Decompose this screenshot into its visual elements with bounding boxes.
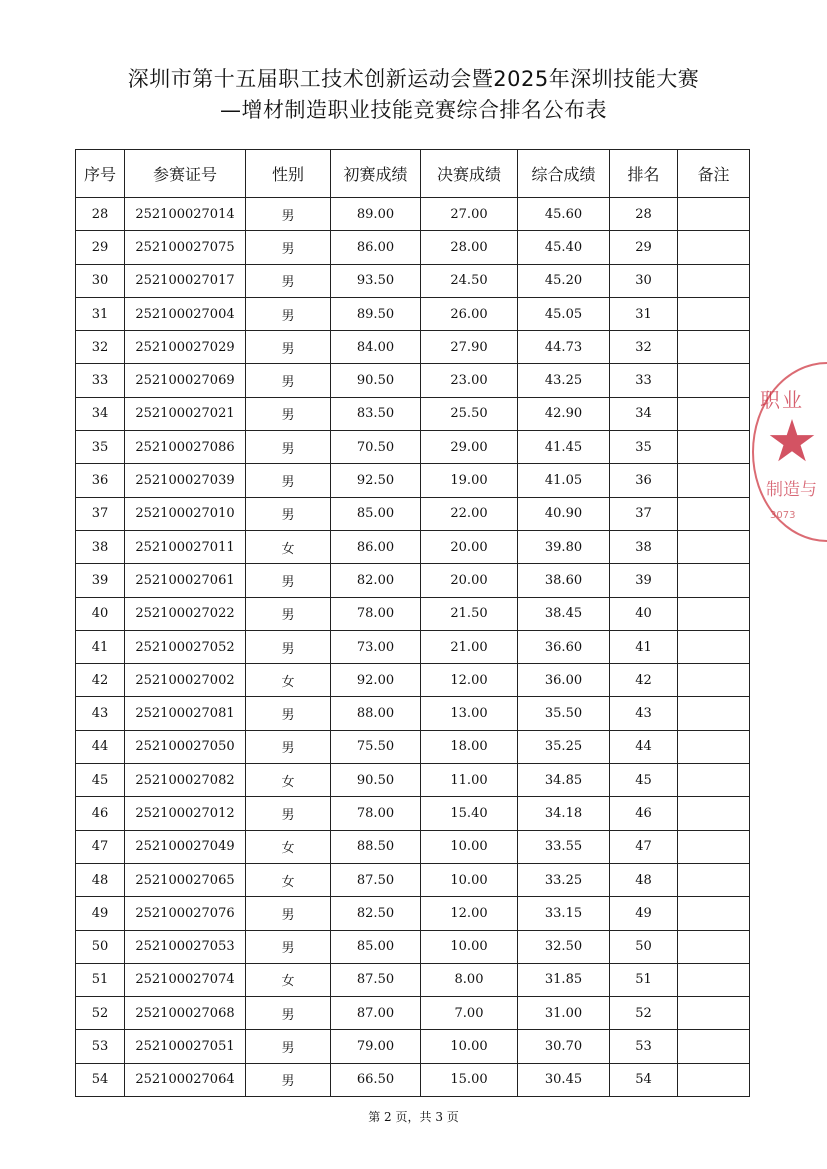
cell-rank: 50 [610,930,678,963]
cell-id: 252100027076 [125,897,246,930]
cell-index: 53 [76,1030,125,1063]
cell-overall: 42.90 [518,397,610,430]
page-number: 第 2 页，共 3 页 [368,1110,459,1124]
cell-gender: 女 [246,963,331,996]
cell-final: 10.00 [421,1030,518,1063]
cell-gender: 男 [246,697,331,730]
cell-overall: 30.70 [518,1030,610,1063]
cell-id: 252100027061 [125,564,246,597]
cell-preliminary: 75.50 [331,730,421,763]
cell-overall: 33.15 [518,897,610,930]
cell-remarks [678,963,750,996]
cell-overall: 41.45 [518,431,610,464]
cell-overall: 45.05 [518,297,610,330]
cell-id: 252100027002 [125,664,246,697]
cell-index: 41 [76,630,125,663]
table-row [76,930,750,963]
table-row [76,431,750,464]
cell-rank: 34 [610,397,678,430]
cell-final: 10.00 [421,930,518,963]
cell-gender: 男 [246,397,331,430]
table-row [76,564,750,597]
cell-gender: 男 [246,497,331,530]
cell-final: 12.00 [421,897,518,930]
cell-gender: 男 [246,431,331,464]
cell-overall: 34.85 [518,764,610,797]
cell-overall: 33.55 [518,830,610,863]
table-row [76,297,750,330]
cell-rank: 47 [610,830,678,863]
cell-preliminary: 85.00 [331,497,421,530]
cell-remarks [678,1063,750,1096]
table-row [76,1063,750,1096]
cell-final: 23.00 [421,364,518,397]
table-row [76,997,750,1030]
cell-id: 252100027004 [125,297,246,330]
cell-overall: 45.20 [518,264,610,297]
cell-preliminary: 82.00 [331,564,421,597]
table-row [76,198,750,231]
cell-index: 38 [76,530,125,563]
cell-final: 10.00 [421,863,518,896]
cell-preliminary: 78.00 [331,797,421,830]
document-title-line2: —增材制造职业技能竞赛综合排名公布表 [220,98,607,122]
cell-index: 35 [76,431,125,464]
cell-final: 19.00 [421,464,518,497]
cell-id: 252100027029 [125,331,246,364]
cell-gender: 男 [246,1030,331,1063]
cell-rank: 49 [610,897,678,930]
cell-remarks [678,231,750,264]
cell-preliminary: 88.50 [331,830,421,863]
cell-remarks [678,697,750,730]
cell-preliminary: 87.50 [331,863,421,896]
cell-final: 26.00 [421,297,518,330]
cell-final: 8.00 [421,963,518,996]
cell-gender: 女 [246,830,331,863]
cell-overall: 36.00 [518,664,610,697]
cell-final: 10.00 [421,830,518,863]
cell-overall: 35.25 [518,730,610,763]
cell-index: 39 [76,564,125,597]
cell-gender: 女 [246,664,331,697]
cell-remarks [678,1030,750,1063]
cell-final: 29.00 [421,431,518,464]
cell-preliminary: 70.50 [331,431,421,464]
cell-id: 252100027014 [125,198,246,231]
cell-overall: 38.60 [518,564,610,597]
cell-rank: 35 [610,431,678,464]
seal-text-top: 职业 [760,388,804,412]
seal-text-mid: 制造与 [766,480,817,500]
cell-preliminary: 92.00 [331,664,421,697]
cell-index: 33 [76,364,125,397]
cell-id: 252100027065 [125,863,246,896]
cell-id: 252100027017 [125,264,246,297]
cell-index: 45 [76,764,125,797]
cell-index: 42 [76,664,125,697]
cell-final: 28.00 [421,231,518,264]
cell-overall: 43.25 [518,364,610,397]
cell-rank: 53 [610,1030,678,1063]
header-rank: 排名 [610,150,678,198]
cell-index: 49 [76,897,125,930]
cell-gender: 女 [246,863,331,896]
cell-final: 21.50 [421,597,518,630]
cell-id: 252100027011 [125,530,246,563]
cell-rank: 41 [610,630,678,663]
table-row [76,597,750,630]
table-row [76,231,750,264]
cell-rank: 40 [610,597,678,630]
cell-remarks [678,497,750,530]
document-title-line1: 深圳市第十五届职工技术创新运动会暨2025年深圳技能大赛 [127,67,700,91]
header-id: 参赛证号 [125,150,246,198]
cell-overall: 41.05 [518,464,610,497]
cell-overall: 38.45 [518,597,610,630]
cell-remarks [678,431,750,464]
cell-final: 20.00 [421,530,518,563]
cell-preliminary: 90.50 [331,764,421,797]
cell-index: 31 [76,297,125,330]
cell-index: 30 [76,264,125,297]
cell-rank: 51 [610,963,678,996]
cell-preliminary: 89.50 [331,297,421,330]
star-icon: ★ [766,407,818,475]
cell-id: 252100027081 [125,697,246,730]
table-row [76,464,750,497]
cell-preliminary: 86.00 [331,231,421,264]
table-row [76,331,750,364]
table-row [76,397,750,430]
cell-overall: 45.60 [518,198,610,231]
cell-index: 37 [76,497,125,530]
table-row [76,364,750,397]
cell-rank: 30 [610,264,678,297]
cell-overall: 39.80 [518,530,610,563]
cell-overall: 44.73 [518,331,610,364]
cell-id: 252100027022 [125,597,246,630]
cell-final: 12.00 [421,664,518,697]
cell-preliminary: 87.50 [331,963,421,996]
table-row [76,1030,750,1063]
cell-index: 54 [76,1063,125,1096]
header-overall: 综合成绩 [518,150,610,198]
cell-remarks [678,597,750,630]
cell-index: 51 [76,963,125,996]
table-row [76,797,750,830]
cell-remarks [678,797,750,830]
cell-gender: 男 [246,364,331,397]
cell-rank: 32 [610,331,678,364]
cell-preliminary: 73.00 [331,630,421,663]
cell-index: 29 [76,231,125,264]
table-row [76,497,750,530]
cell-index: 44 [76,730,125,763]
cell-preliminary: 93.50 [331,264,421,297]
cell-overall: 40.90 [518,497,610,530]
cell-preliminary: 79.00 [331,1030,421,1063]
cell-final: 24.50 [421,264,518,297]
cell-preliminary: 92.50 [331,464,421,497]
cell-remarks [678,730,750,763]
cell-remarks [678,664,750,697]
cell-id: 252100027049 [125,830,246,863]
cell-gender: 女 [246,764,331,797]
cell-gender: 男 [246,564,331,597]
cell-rank: 38 [610,530,678,563]
cell-gender: 男 [246,630,331,663]
cell-final: 27.00 [421,198,518,231]
table-row [76,830,750,863]
cell-remarks [678,630,750,663]
cell-index: 28 [76,198,125,231]
cell-preliminary: 89.00 [331,198,421,231]
cell-overall: 36.60 [518,630,610,663]
cell-preliminary: 83.50 [331,397,421,430]
cell-preliminary: 84.00 [331,331,421,364]
cell-preliminary: 87.00 [331,997,421,1030]
cell-id: 252100027039 [125,464,246,497]
cell-id: 252100027021 [125,397,246,430]
header-remarks: 备注 [678,150,750,198]
cell-final: 27.90 [421,331,518,364]
cell-id: 252100027053 [125,930,246,963]
cell-gender: 男 [246,930,331,963]
cell-id: 252100027074 [125,963,246,996]
cell-final: 18.00 [421,730,518,763]
table-header-row [76,150,750,198]
cell-index: 32 [76,331,125,364]
cell-id: 252100027064 [125,1063,246,1096]
cell-gender: 男 [246,231,331,264]
cell-remarks [678,464,750,497]
cell-rank: 52 [610,997,678,1030]
cell-rank: 46 [610,797,678,830]
cell-preliminary: 82.50 [331,897,421,930]
cell-rank: 29 [610,231,678,264]
table-row [76,863,750,896]
cell-id: 252100027052 [125,630,246,663]
cell-rank: 37 [610,497,678,530]
official-seal [752,362,827,542]
table-row [76,630,750,663]
cell-rank: 33 [610,364,678,397]
cell-gender: 男 [246,730,331,763]
cell-id: 252100027010 [125,497,246,530]
cell-rank: 44 [610,730,678,763]
cell-overall: 35.50 [518,697,610,730]
cell-overall: 32.50 [518,930,610,963]
cell-final: 13.00 [421,697,518,730]
cell-gender: 男 [246,264,331,297]
cell-remarks [678,863,750,896]
cell-overall: 30.45 [518,1063,610,1096]
cell-rank: 54 [610,1063,678,1096]
cell-remarks [678,364,750,397]
cell-rank: 28 [610,198,678,231]
cell-index: 40 [76,597,125,630]
table-row [76,764,750,797]
cell-final: 22.00 [421,497,518,530]
cell-overall: 31.00 [518,997,610,1030]
cell-rank: 45 [610,764,678,797]
cell-gender: 男 [246,198,331,231]
cell-index: 46 [76,797,125,830]
cell-index: 48 [76,863,125,896]
table-row [76,730,750,763]
cell-id: 252100027050 [125,730,246,763]
cell-rank: 48 [610,863,678,896]
table-row [76,697,750,730]
cell-overall: 33.25 [518,863,610,896]
cell-final: 25.50 [421,397,518,430]
header-preliminary: 初赛成绩 [331,150,421,198]
cell-id: 252100027086 [125,431,246,464]
cell-gender: 男 [246,297,331,330]
cell-index: 34 [76,397,125,430]
cell-final: 15.40 [421,797,518,830]
cell-remarks [678,198,750,231]
cell-final: 11.00 [421,764,518,797]
cell-index: 50 [76,930,125,963]
header-index: 序号 [76,150,125,198]
cell-remarks [678,397,750,430]
cell-id: 252100027068 [125,997,246,1030]
cell-overall: 34.18 [518,797,610,830]
table-row [76,530,750,563]
cell-remarks [678,530,750,563]
cell-remarks [678,897,750,930]
table-row [76,264,750,297]
table-row [76,897,750,930]
cell-preliminary: 66.50 [331,1063,421,1096]
cell-remarks [678,297,750,330]
cell-rank: 42 [610,664,678,697]
table-row [76,664,750,697]
ranking-table [75,149,750,1097]
cell-preliminary: 88.00 [331,697,421,730]
cell-id: 252100027082 [125,764,246,797]
cell-index: 47 [76,830,125,863]
cell-remarks [678,264,750,297]
cell-rank: 39 [610,564,678,597]
cell-final: 21.00 [421,630,518,663]
cell-id: 252100027075 [125,231,246,264]
cell-gender: 男 [246,331,331,364]
cell-gender: 男 [246,797,331,830]
cell-preliminary: 90.50 [331,364,421,397]
cell-preliminary: 78.00 [331,597,421,630]
cell-remarks [678,764,750,797]
cell-gender: 男 [246,597,331,630]
cell-remarks [678,331,750,364]
cell-final: 7.00 [421,997,518,1030]
cell-index: 36 [76,464,125,497]
cell-preliminary: 85.00 [331,930,421,963]
cell-rank: 36 [610,464,678,497]
cell-index: 52 [76,997,125,1030]
seal-text-num: 3073 [770,510,796,521]
header-final: 决赛成绩 [421,150,518,198]
cell-remarks [678,830,750,863]
cell-overall: 31.85 [518,963,610,996]
cell-gender: 男 [246,897,331,930]
cell-gender: 男 [246,1063,331,1096]
cell-remarks [678,930,750,963]
cell-index: 43 [76,697,125,730]
cell-gender: 男 [246,464,331,497]
cell-final: 20.00 [421,564,518,597]
cell-remarks [678,564,750,597]
cell-id: 252100027012 [125,797,246,830]
cell-gender: 女 [246,530,331,563]
table-row [76,963,750,996]
cell-remarks [678,997,750,1030]
cell-rank: 43 [610,697,678,730]
cell-id: 252100027051 [125,1030,246,1063]
cell-overall: 45.40 [518,231,610,264]
cell-preliminary: 86.00 [331,530,421,563]
cell-rank: 31 [610,297,678,330]
cell-final: 15.00 [421,1063,518,1096]
cell-gender: 男 [246,997,331,1030]
cell-id: 252100027069 [125,364,246,397]
header-gender: 性别 [246,150,331,198]
